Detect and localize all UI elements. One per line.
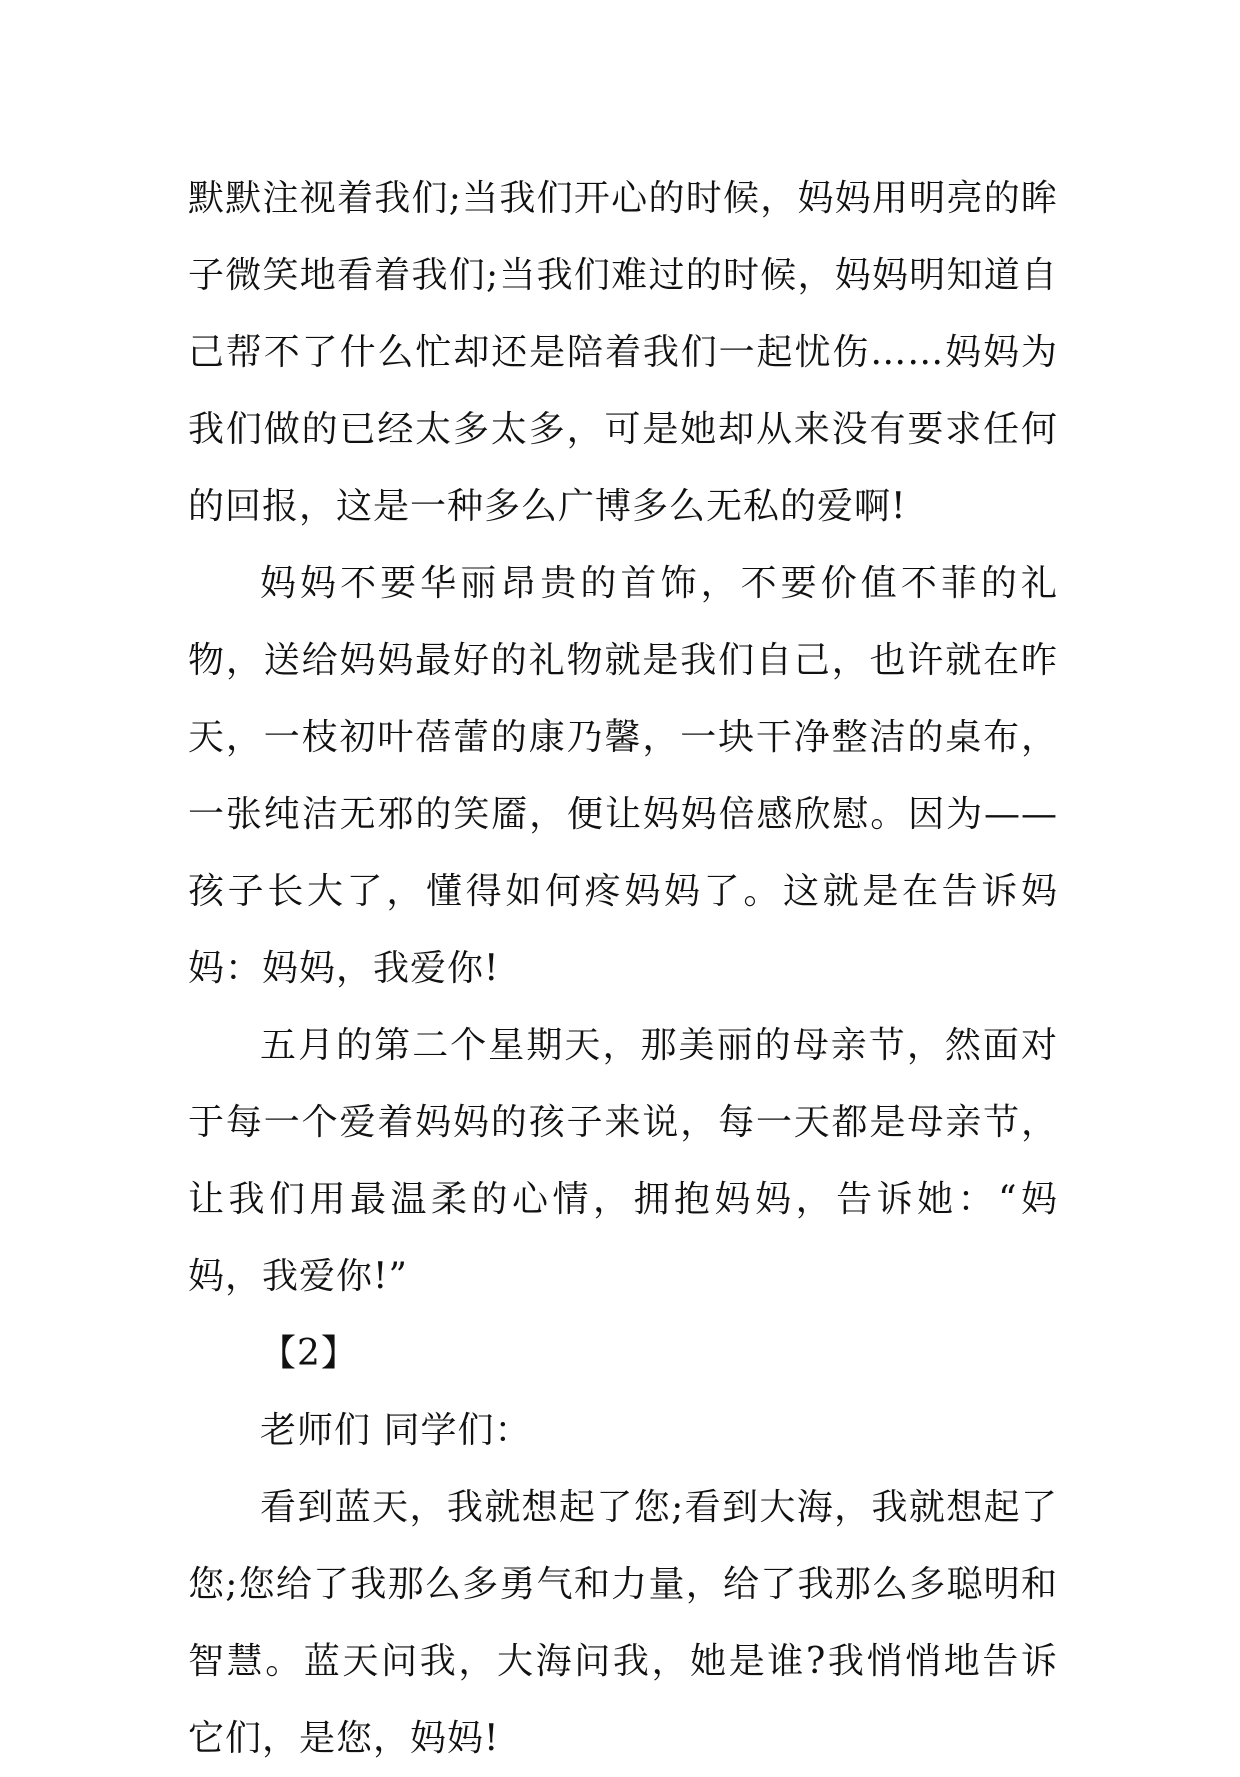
paragraph-4: 看到蓝天，我就想起了您;看到大海，我就想起了您;您给了我那么多勇气和力量，给了我那么多聪明和智慧。蓝天问我，大海问我，她是谁?我悄悄地告诉它们，是您，妈妈!: [188, 1487, 1058, 1759]
paragraph-3: 五月的第二个星期天，那美丽的母亲节，然面对于每一个爱着妈妈的孩子来说，每一天都是母亲节，让我们用最温柔的心情，拥抱妈妈，告诉她：“妈妈，我爱你!”: [188, 1025, 1058, 1297]
section-number: 【2】: [260, 1333, 358, 1374]
document-page: [188, 160, 1058, 1777]
salutation: 老师们 同学们：: [260, 1410, 532, 1451]
paragraph-1: 默默注视着我们;当我们开心的时候，妈妈用明亮的眸子微笑地看着我们;当我们难过的时候，妈妈明知道自己帮不了什么忙却还是陪着我们一起忧伤……妈妈为我们做的已经太多太多，可是她却从来没有要求任何的回报，这是一种多么广博多么无私的爱啊!: [188, 178, 1058, 527]
paragraph-2: 妈妈不要华丽昂贵的首饰，不要价值不菲的礼物，送给妈妈最好的礼物就是我们自己，也许就在昨天，一枝初叶蓓蕾的康乃馨，一块干净整洁的桌布，一张纯洁无邪的笑靥，便让妈妈倍感欣慰。因为——孩子长大了，懂得如何疼妈妈了。这就是在告诉妈妈：妈妈，我爱你!: [188, 563, 1058, 989]
